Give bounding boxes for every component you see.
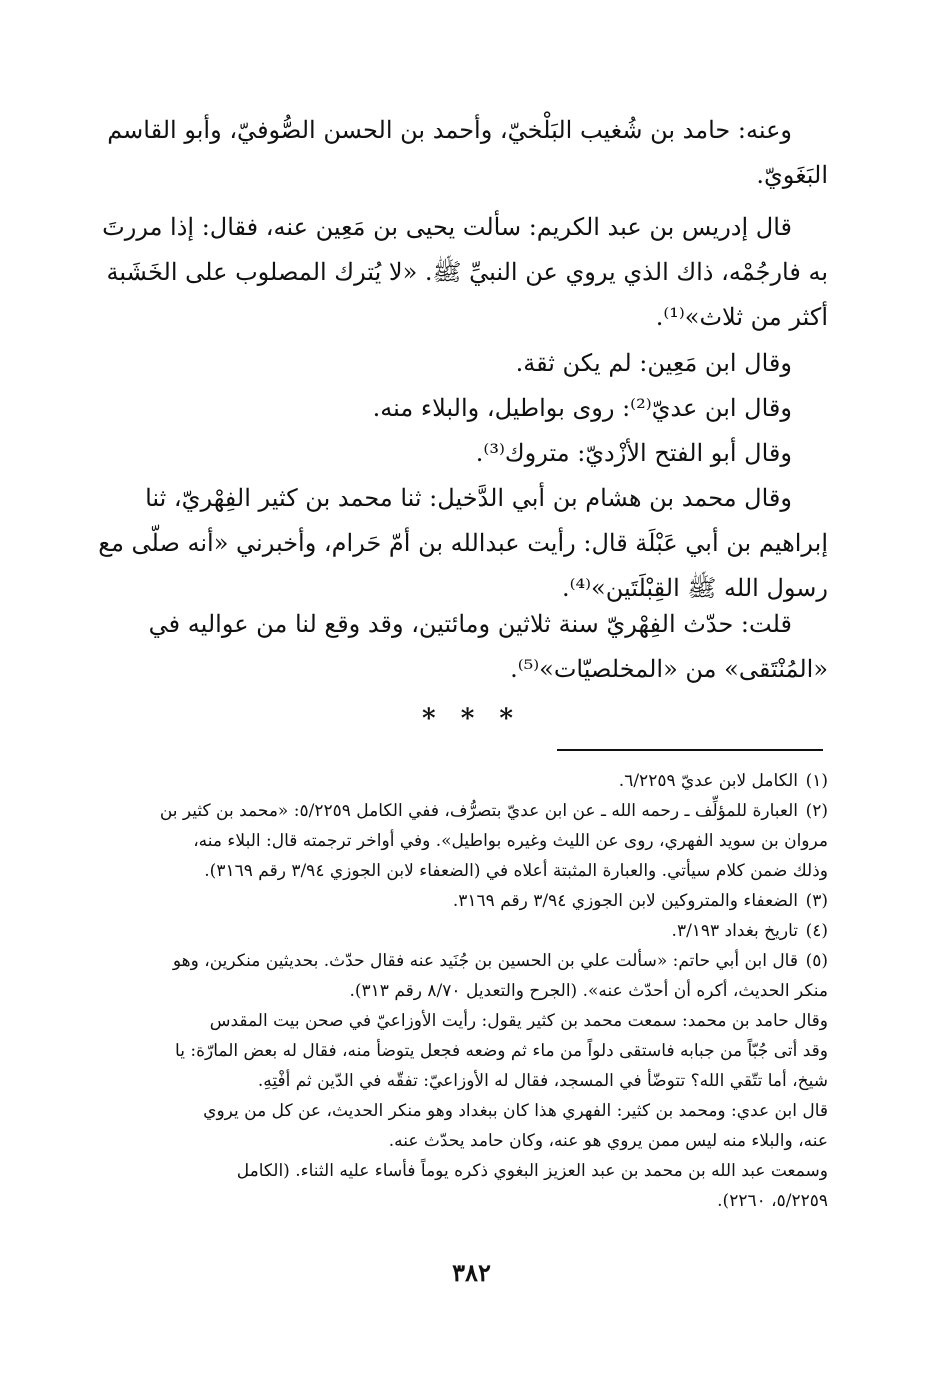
text-line: وعنه: حامد بن شُغيب البَلْخيّ، وأحمد بن الحسن الصُّوفيّ، وأبو القاسم bbox=[107, 116, 792, 144]
footnote-text: منكر الحديث، أكره أن أحدّث عنه». (الجرح والتعديل ٨/٧٠ رقم ٣١٣). bbox=[349, 981, 828, 1001]
footnote-number: (١) bbox=[805, 771, 828, 791]
footnote-text: تاريخ بغداد ٣/١٩٣. bbox=[671, 921, 798, 941]
footnote-1 bbox=[106, 766, 828, 796]
footnote-text: الكامل لابن عديّ ٦/٢٢٥٩. bbox=[618, 771, 798, 791]
page-number: ٣٨٢ bbox=[452, 1258, 491, 1287]
footnote-text: وذلك ضمن كلام سيأتي. والعبارة المثبتة أعلاه في (الضعفاء لابن الجوزي ٣/٩٤ رقم ٣١٦٩). bbox=[204, 861, 828, 881]
footnote-text: العبارة للمؤلِّف ـ رحمه الله ـ عن ابن عديّ بتصرُّف، ففي الكامل ٥/٢٢٥٩: «محمد بن كثير بن bbox=[159, 801, 798, 821]
text-line: إبراهيم بن أبي عَبْلَة قال: رأيت عبدالله بن أمّ حَرام، وأخبرني «أنه صلّى مع bbox=[98, 529, 828, 557]
footnote-3 bbox=[106, 886, 828, 916]
footnote-text: شيخ، أما تتّقي الله؟ تتوضّأ في المسجد، فقال له الأوزاعيّ: تفقّه في الدّين ثم أفْتِهِ. bbox=[257, 1071, 828, 1091]
paragraph-critiques bbox=[98, 341, 828, 611]
footnote-text: الضعفاء والمتروكين لابن الجوزي ٣/٩٤ رقم ٣١٦٩. bbox=[452, 891, 798, 911]
text-line: وقال ابن عديّ⁽²⁾: روى بواطيل، والبلاء منه. bbox=[372, 394, 792, 422]
footnote-text: قال ابن عدي: ومحمد بن كثير: الفهري هذا كان ببغداد وهو منكر الحديث، عن كل من يروي bbox=[203, 1101, 828, 1121]
text-line: وقال محمد بن هشام بن أبي الدَّخيل: ثنا محمد بن كثير الفِهْريّ، ثنا bbox=[145, 484, 792, 512]
footnote-text: وقال حامد بن محمد: سمعت محمد بن كثير يقول: رأيت الأوزاعيّ في صحن بيت المقدس bbox=[209, 1011, 828, 1031]
footnote-text: ٥/٢٢٥٩، ٢٢٦٠). bbox=[717, 1191, 828, 1211]
footnote-text: وقد أتى جُبّاً من جبابه فاستقى دلواً من ماء ثم وضعه فجعل يتوضأ منه، فقال له بعض المارّة: يا bbox=[175, 1041, 828, 1061]
paragraph-idris-quote bbox=[102, 205, 828, 340]
footnotes bbox=[106, 766, 828, 1216]
footnote-text: قال ابن أبي حاتم: «سألت علي بن الحسين بن جُنَيد عنه فقال حدّث. بحديثين منكرين، وهو bbox=[172, 951, 798, 971]
text-line: قال إدريس بن عبد الكريم: سألت يحيى بن مَعِين عنه، فقال: إذا مررتَ bbox=[102, 213, 792, 241]
paragraph-students bbox=[106, 108, 828, 198]
text-line: رسول الله ﷺ القِبْلَتَين»⁽⁴⁾. bbox=[561, 574, 828, 602]
footnote-2 bbox=[106, 796, 828, 886]
text-line: «المُنْتَقى» من «المخلصيّات»⁽⁵⁾. bbox=[510, 655, 828, 683]
footnote-number: (٥) bbox=[805, 951, 828, 971]
text-line: البَغَويّ. bbox=[756, 161, 828, 189]
text-line: به فارجُمْه، ذاك الذي يروي عن النبيِّ ﷺ. «لا يُترك المصلوب على الخَشَبة bbox=[106, 258, 828, 286]
footnote-text: مروان بن سويد الفهري، روى عن الليث وغيره بواطيل». وفي أواخر ترجمته قال: البلاء منه، bbox=[193, 831, 828, 851]
text-line: أكثر من ثلاث»⁽¹⁾. bbox=[655, 303, 828, 331]
footnote-5 bbox=[106, 946, 828, 1216]
footnote-text: عنه، والبلاء منه ليس ممن يروي هو عنه، وكان حامد يحدّث عنه. bbox=[388, 1131, 828, 1151]
footnote-4 bbox=[106, 916, 828, 946]
text-line: وقال ابن مَعِين: لم يكن ثقة. bbox=[515, 349, 792, 377]
section-separator: * * * bbox=[422, 704, 521, 734]
footnote-divider bbox=[557, 749, 823, 751]
paragraph-author-note bbox=[106, 602, 828, 692]
footnote-number: (٤) bbox=[805, 921, 828, 941]
footnote-number: (٢) bbox=[805, 801, 828, 821]
footnote-number: (٣) bbox=[805, 891, 828, 911]
text-line: قلت: حدّث الفِهْريّ سنة ثلاثين ومائتين، وقد وقع لنا من عواليه في bbox=[148, 610, 792, 638]
text-line: وقال أبو الفتح الأزْديّ: متروك⁽³⁾. bbox=[475, 439, 792, 467]
footnote-text: وسمعت عبد الله بن محمد بن عبد العزيز البغوي ذكره يوماً فأساء عليه الثناء. (الكامل bbox=[236, 1161, 828, 1181]
